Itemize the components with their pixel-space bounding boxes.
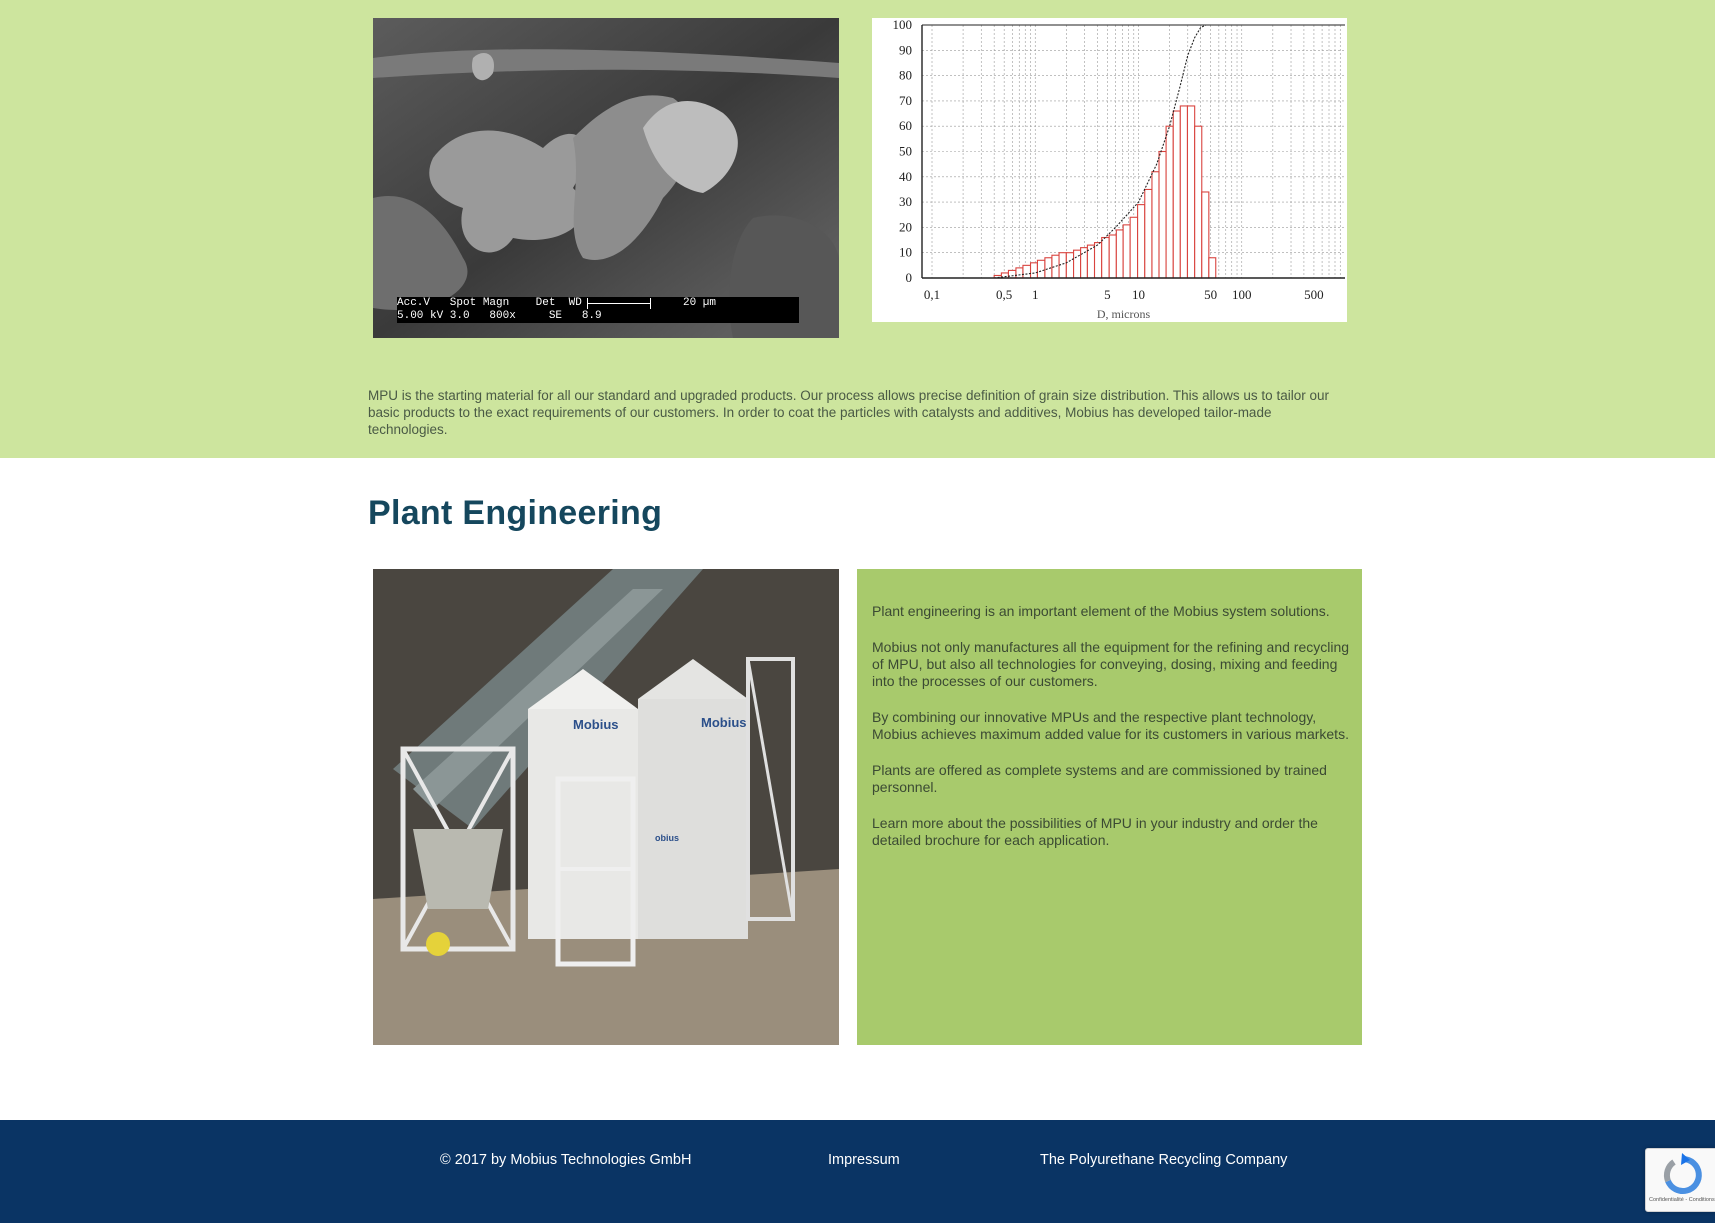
sem-micrograph-image [373,18,839,338]
y-tick-label: 50 [899,143,912,159]
plant-description-box [857,569,1362,1045]
sem-info-line1: Acc.V Spot Magn Det WD [397,297,582,309]
histogram-bar [1195,126,1202,278]
x-axis-label: D, microns [1096,307,1151,321]
photo-label-3: obius [655,833,679,843]
histogram-bar [1138,205,1145,278]
histogram-bar [1123,225,1130,278]
sem-info-line2: 5.00 kV 3.0 800x SE 8.9 [397,310,602,322]
footer-copyright: © 2017 by Mobius Technologies GmbH [440,1152,692,1168]
histogram-bar [1202,192,1209,278]
plant-paragraph-2: Mobius not only manufactures all the equipment for the refining and recycling of MPU, but also all technologies for conveying, dosing, mixing and feeding into the processes of our customers. [872,639,1350,689]
footer-impressum-link[interactable]: Impressum [828,1152,900,1168]
histogram-bar [1166,126,1173,278]
histogram-bar [1209,258,1216,278]
x-tick-label: 0,1 [923,287,941,302]
histogram-bar [1102,238,1109,278]
x-tick-label: 5 [1104,287,1111,302]
histogram-bar [1016,268,1023,278]
y-tick-label: 90 [899,42,912,58]
sem-info-bar [397,297,799,323]
histogram-bar [1187,106,1194,278]
histogram-bar [1023,265,1031,278]
x-tick-label: 10 [1132,287,1146,302]
plant-engineering-heading: Plant Engineering [368,494,663,532]
site-footer [0,1120,1715,1223]
plant-photo-illustration [373,569,839,1045]
recaptcha-label: Confidentialité - Conditions [1649,1197,1715,1203]
intro-paragraph: MPU is the starting material for all our standard and upgraded products. Our process allows precise definition of grain size distribution. This allows us to tailor our basic products to the exact requirements of our customers. In order to coat the particles with catalysts and additives, Mobius has developed tailor-made technologies. [368,387,1329,437]
footer-tagline: The Polyurethane Recycling Company [1040,1152,1288,1168]
histogram-bar [1173,111,1180,278]
histogram-bar [1008,270,1015,278]
grain-size-chart [872,18,1347,322]
histogram-bar [1037,260,1044,278]
plant-paragraph-3: By combining our innovative MPUs and the respective plant technology, Mobius achieves maximum added value for its customers in various markets. [872,709,1349,742]
histogram-bar [1152,172,1159,278]
histogram-bar [1095,243,1102,278]
recaptcha-badge[interactable] [1645,1148,1715,1212]
histogram-bar [1066,253,1073,278]
recaptcha-icon [1660,1153,1706,1197]
plant-photo [373,569,839,1045]
x-tick-label: 100 [1232,287,1252,302]
photo-label-2: Mobius [701,715,747,730]
photo-label-1: Mobius [573,717,619,732]
x-tick-label: 0,5 [996,287,1013,302]
histogram-bar [1159,152,1166,279]
x-tick-label: 500 [1304,287,1324,302]
histogram-bar [1109,235,1116,278]
histogram-bar [1130,217,1137,278]
materials-section [0,0,1715,458]
y-tick-label: 30 [899,194,912,210]
histogram-bar [1116,230,1123,278]
plant-paragraph-4: Plants are offered as complete systems and are commissioned by trained personnel. [872,762,1327,795]
y-tick-label: 40 [899,168,912,184]
plant-paragraph-5: Learn more about the possibilities of MPU in your industry and order the detailed brochure for each application. [872,815,1318,848]
y-tick-label: 100 [892,18,912,32]
sem-texture [373,18,839,338]
y-tick-label: 10 [899,244,912,260]
histogram-bar [1145,189,1152,278]
y-tick-label: 60 [899,118,912,134]
sem-scale-label: 20 µm [683,297,717,309]
x-tick-label: 50 [1204,287,1218,302]
histogram-bar [1031,263,1038,278]
x-tick-label: 1 [1032,287,1039,302]
grain-size-chart-svg [872,18,1347,322]
y-tick-label: 80 [899,67,912,83]
histogram-bar [1180,106,1187,278]
sem-scale-bar [587,303,651,304]
y-tick-label: 20 [899,219,912,235]
histogram-bar [1074,250,1081,278]
y-tick-label: 0 [905,270,912,285]
y-tick-label: 70 [899,92,912,108]
plant-paragraph-1: Plant engineering is an important element of the Mobius system solutions. [872,603,1330,619]
